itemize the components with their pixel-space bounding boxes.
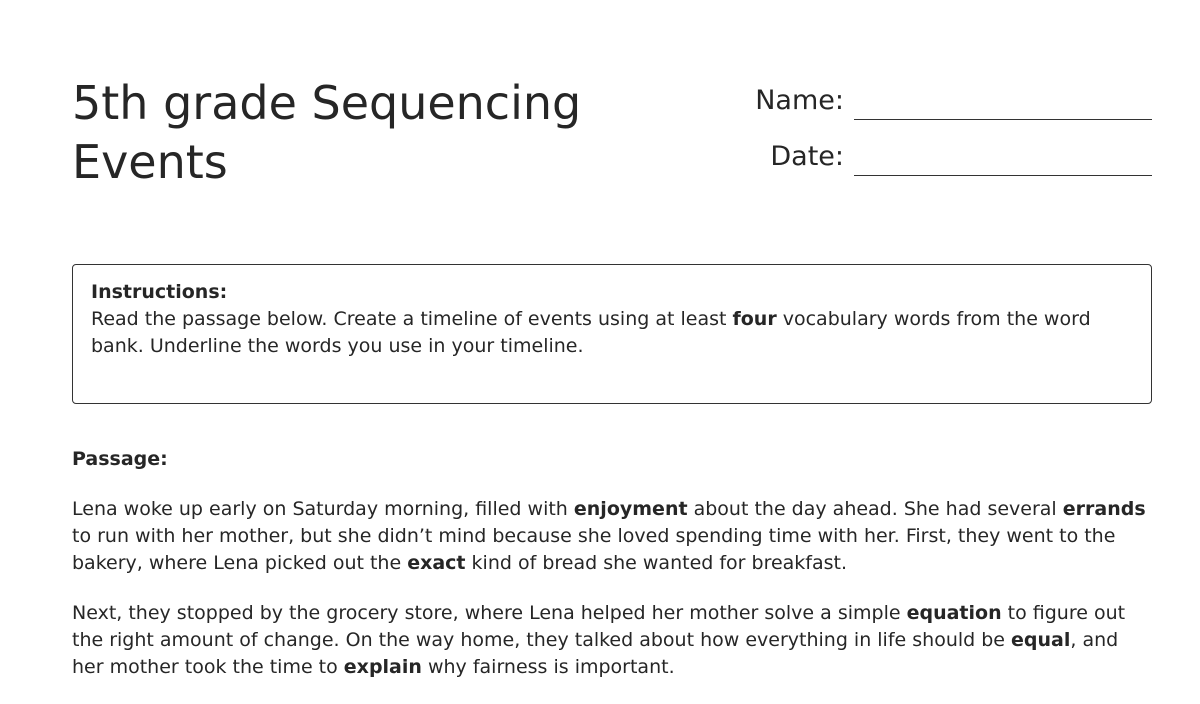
vocabulary-word: enjoyment (573, 498, 688, 520)
passage-text: why fairness is important. (421, 656, 675, 678)
passage-text: , and her mother took the time to (72, 629, 1119, 678)
passage-text: about the day ahead. She had several (687, 498, 1063, 520)
name-date-fields (700, 76, 1152, 188)
passage-heading: Passage: (72, 448, 168, 470)
date-label: Date: (770, 141, 844, 172)
passage-text: kind of bread she wanted for breakfast. (465, 552, 848, 574)
vocabulary-word: equal (1011, 629, 1071, 651)
passage-text: to run with her mother, but she didn’t mind because she loved spending time with her. First, they went to the bakery, where Lena picked out the (72, 525, 1116, 574)
instructions-heading: Instructions: (91, 281, 228, 303)
date-field-row (700, 132, 1152, 176)
passage-body (72, 496, 1152, 704)
date-line[interactable] (854, 135, 1152, 176)
instructions-text-end: vocabulary words from the word bank. Underline the words you use in your timeline. (91, 308, 1091, 357)
passage-paragraph (72, 600, 1152, 681)
vocabulary-word: errands (1062, 498, 1146, 520)
vocabulary-word: exact (407, 552, 466, 574)
passage-text: Next, they stopped by the grocery store, where Lena helped her mother solve a simple (72, 602, 907, 624)
passage-text: to figure out the right amount of change. On the way home, they talked about how everything in life should be (72, 602, 1126, 651)
instructions-text-start: Read the passage below. Create a timeline of events using at least (91, 308, 733, 330)
name-label: Name: (755, 85, 844, 116)
vocabulary-word: explain (343, 656, 422, 678)
passage-text: Lena woke up early on Saturday morning, filled with (72, 498, 574, 520)
instructions-text (91, 308, 1091, 357)
instructions-box (72, 264, 1152, 404)
name-field-row (700, 76, 1152, 120)
instructions-bold-word: four (732, 308, 777, 330)
passage-paragraph (72, 496, 1152, 577)
name-line[interactable] (854, 79, 1152, 120)
worksheet-title: 5th grade Sequencing Events (72, 76, 582, 189)
vocabulary-word: equation (906, 602, 1002, 624)
